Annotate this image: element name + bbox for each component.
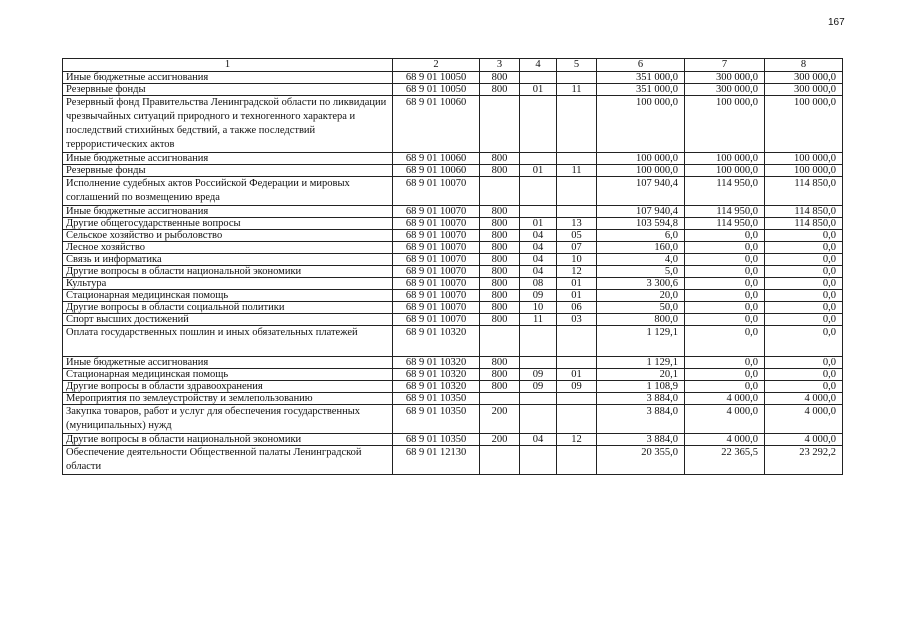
- row-code-cell: 68 9 01 10320: [393, 381, 480, 393]
- row-code-cell: 68 9 01 10070: [393, 254, 480, 266]
- row-name-cell: Другие вопросы в области социальной политики: [63, 302, 393, 314]
- row-code-cell: 68 9 01 10050: [393, 84, 480, 96]
- row-subsection-cell: 03: [557, 314, 597, 326]
- row-value-col7-cell: 0,0: [685, 357, 765, 369]
- row-name-cell: Спорт высших достижений: [63, 314, 393, 326]
- row-name-cell: Стационарная медицинская помощь: [63, 290, 393, 302]
- row-type-cell: [480, 177, 520, 206]
- row-value-col8-cell: 0,0: [765, 381, 843, 393]
- row-value-col7-cell: 4 000,0: [685, 393, 765, 405]
- row-value-col6-cell: 100 000,0: [597, 96, 685, 153]
- row-value-col7-cell: 0,0: [685, 314, 765, 326]
- row-value-col6-cell: 3 884,0: [597, 405, 685, 434]
- row-section-cell: 09: [520, 290, 557, 302]
- row-value-col6-cell: 5,0: [597, 266, 685, 278]
- row-value-col8-cell: 300 000,0: [765, 72, 843, 84]
- row-subsection-cell: [557, 393, 597, 405]
- row-value-col6-cell: 1 129,1: [597, 357, 685, 369]
- row-code-cell: 68 9 01 10060: [393, 153, 480, 165]
- row-section-cell: [520, 405, 557, 434]
- table-row: [63, 230, 843, 242]
- row-value-col8-cell: 0,0: [765, 278, 843, 290]
- row-subsection-cell: 10: [557, 254, 597, 266]
- row-value-col6-cell: 160,0: [597, 242, 685, 254]
- row-subsection-cell: [557, 326, 597, 357]
- row-value-col8-cell: 100 000,0: [765, 153, 843, 165]
- row-name-cell: Иные бюджетные ассигнования: [63, 357, 393, 369]
- header-col-5: 5: [557, 59, 597, 72]
- budget-table: [62, 58, 843, 475]
- row-section-cell: [520, 446, 557, 475]
- table-row: [63, 314, 843, 326]
- row-value-col8-cell: 0,0: [765, 302, 843, 314]
- row-subsection-cell: 07: [557, 242, 597, 254]
- row-name-cell: Иные бюджетные ассигнования: [63, 153, 393, 165]
- page-number: 167: [828, 17, 845, 28]
- row-value-col7-cell: 0,0: [685, 278, 765, 290]
- row-type-cell: 200: [480, 405, 520, 434]
- row-subsection-cell: 01: [557, 369, 597, 381]
- row-value-col6-cell: 20,1: [597, 369, 685, 381]
- row-code-cell: 68 9 01 10320: [393, 369, 480, 381]
- table-row: [63, 381, 843, 393]
- row-value-col6-cell: 100 000,0: [597, 165, 685, 177]
- table-row: [63, 266, 843, 278]
- row-type-cell: 800: [480, 206, 520, 218]
- row-code-cell: 68 9 01 10070: [393, 242, 480, 254]
- table-row: [63, 96, 843, 153]
- row-subsection-cell: [557, 153, 597, 165]
- row-subsection-cell: 11: [557, 165, 597, 177]
- row-section-cell: 04: [520, 242, 557, 254]
- row-name-cell: Сельское хозяйство и рыболовство: [63, 230, 393, 242]
- row-code-cell: 68 9 01 10070: [393, 278, 480, 290]
- row-value-col7-cell: 0,0: [685, 302, 765, 314]
- row-value-col6-cell: 50,0: [597, 302, 685, 314]
- row-subsection-cell: 13: [557, 218, 597, 230]
- table-row: [63, 326, 843, 357]
- row-section-cell: 08: [520, 278, 557, 290]
- row-type-cell: [480, 96, 520, 153]
- row-section-cell: 04: [520, 434, 557, 446]
- row-value-col8-cell: 0,0: [765, 290, 843, 302]
- row-type-cell: 800: [480, 165, 520, 177]
- row-section-cell: 04: [520, 230, 557, 242]
- row-name-cell: Другие вопросы в области национальной экономики: [63, 434, 393, 446]
- row-subsection-cell: [557, 446, 597, 475]
- table-row: [63, 278, 843, 290]
- table-row: [63, 405, 843, 434]
- row-value-col8-cell: 23 292,2: [765, 446, 843, 475]
- row-value-col7-cell: 0,0: [685, 266, 765, 278]
- row-name-cell: Закупка товаров, работ и услуг для обеспечения государственных (муниципальных) нужд: [63, 405, 393, 434]
- row-value-col8-cell: 0,0: [765, 326, 843, 357]
- row-section-cell: 01: [520, 218, 557, 230]
- header-col-4: 4: [520, 59, 557, 72]
- row-subsection-cell: [557, 96, 597, 153]
- row-type-cell: [480, 326, 520, 357]
- row-value-col6-cell: 20,0: [597, 290, 685, 302]
- row-value-col6-cell: 4,0: [597, 254, 685, 266]
- row-subsection-cell: [557, 405, 597, 434]
- table-row: [63, 446, 843, 475]
- row-subsection-cell: [557, 206, 597, 218]
- table-row: [63, 218, 843, 230]
- row-type-cell: 800: [480, 266, 520, 278]
- row-name-cell: Стационарная медицинская помощь: [63, 369, 393, 381]
- row-code-cell: 68 9 01 10320: [393, 357, 480, 369]
- row-type-cell: 800: [480, 381, 520, 393]
- row-section-cell: 09: [520, 369, 557, 381]
- row-value-col8-cell: 4 000,0: [765, 434, 843, 446]
- row-subsection-cell: 11: [557, 84, 597, 96]
- row-value-col7-cell: 100 000,0: [685, 153, 765, 165]
- table-row: [63, 242, 843, 254]
- row-value-col8-cell: 4 000,0: [765, 405, 843, 434]
- row-section-cell: [520, 96, 557, 153]
- row-value-col7-cell: 0,0: [685, 326, 765, 357]
- header-col-8: 8: [765, 59, 843, 72]
- row-section-cell: 04: [520, 254, 557, 266]
- header-col-3: 3: [480, 59, 520, 72]
- row-value-col6-cell: 1 108,9: [597, 381, 685, 393]
- row-section-cell: [520, 72, 557, 84]
- row-value-col6-cell: 20 355,0: [597, 446, 685, 475]
- row-code-cell: 68 9 01 10070: [393, 266, 480, 278]
- row-subsection-cell: [557, 357, 597, 369]
- row-value-col8-cell: 0,0: [765, 242, 843, 254]
- row-type-cell: 800: [480, 314, 520, 326]
- row-name-cell: Оплата государственных пошлин и иных обязательных платежей: [63, 326, 393, 357]
- row-section-cell: [520, 177, 557, 206]
- row-value-col6-cell: 6,0: [597, 230, 685, 242]
- row-value-col7-cell: 114 950,0: [685, 218, 765, 230]
- row-name-cell: Резервный фонд Правительства Ленинградской области по ликвидации чрезвычайных ситуаций природного и техногенного характера и последствий стихийных бедствий, а также последствий террористических актов: [63, 96, 393, 153]
- row-value-col8-cell: 0,0: [765, 357, 843, 369]
- row-value-col7-cell: 100 000,0: [685, 165, 765, 177]
- header-col-2: 2: [393, 59, 480, 72]
- row-name-cell: Иные бюджетные ассигнования: [63, 206, 393, 218]
- row-name-cell: Исполнение судебных актов Российской Федерации и мировых соглашений по возмещению вреда: [63, 177, 393, 206]
- row-section-cell: 01: [520, 84, 557, 96]
- table-row: [63, 177, 843, 206]
- row-subsection-cell: 01: [557, 278, 597, 290]
- row-value-col6-cell: 3 884,0: [597, 393, 685, 405]
- row-code-cell: 68 9 01 10350: [393, 405, 480, 434]
- row-type-cell: [480, 446, 520, 475]
- row-code-cell: 68 9 01 10070: [393, 206, 480, 218]
- row-value-col7-cell: 300 000,0: [685, 84, 765, 96]
- row-subsection-cell: 06: [557, 302, 597, 314]
- header-col-1: 1: [63, 59, 393, 72]
- row-type-cell: 800: [480, 302, 520, 314]
- row-type-cell: 800: [480, 72, 520, 84]
- row-value-col6-cell: 107 940,4: [597, 177, 685, 206]
- table-row: [63, 254, 843, 266]
- row-section-cell: 11: [520, 314, 557, 326]
- table-row: [63, 434, 843, 446]
- row-section-cell: [520, 393, 557, 405]
- table-row: [63, 165, 843, 177]
- row-value-col7-cell: 114 950,0: [685, 206, 765, 218]
- table-row: [63, 153, 843, 165]
- row-subsection-cell: 09: [557, 381, 597, 393]
- row-code-cell: 68 9 01 10350: [393, 393, 480, 405]
- row-subsection-cell: [557, 72, 597, 84]
- row-value-col6-cell: 100 000,0: [597, 153, 685, 165]
- row-code-cell: 68 9 01 10070: [393, 302, 480, 314]
- row-value-col8-cell: 114 850,0: [765, 177, 843, 206]
- row-value-col6-cell: 3 884,0: [597, 434, 685, 446]
- row-type-cell: 800: [480, 357, 520, 369]
- row-code-cell: 68 9 01 10070: [393, 177, 480, 206]
- row-value-col8-cell: 100 000,0: [765, 165, 843, 177]
- row-code-cell: 68 9 01 10070: [393, 314, 480, 326]
- row-section-cell: 10: [520, 302, 557, 314]
- row-value-col7-cell: 300 000,0: [685, 72, 765, 84]
- row-value-col7-cell: 100 000,0: [685, 96, 765, 153]
- row-name-cell: Резервные фонды: [63, 165, 393, 177]
- row-section-cell: 09: [520, 381, 557, 393]
- row-type-cell: 800: [480, 278, 520, 290]
- row-type-cell: [480, 393, 520, 405]
- row-code-cell: 68 9 01 10320: [393, 326, 480, 357]
- row-type-cell: 800: [480, 254, 520, 266]
- row-subsection-cell: 01: [557, 290, 597, 302]
- table-row: [63, 393, 843, 405]
- row-name-cell: Обеспечение деятельности Общественной палаты Ленинградской области: [63, 446, 393, 475]
- row-name-cell: Связь и информатика: [63, 254, 393, 266]
- row-value-col8-cell: 0,0: [765, 314, 843, 326]
- row-value-col8-cell: 114 850,0: [765, 218, 843, 230]
- row-type-cell: 800: [480, 290, 520, 302]
- row-name-cell: Мероприятия по землеустройству и землепользованию: [63, 393, 393, 405]
- row-subsection-cell: 12: [557, 266, 597, 278]
- row-name-cell: Иные бюджетные ассигнования: [63, 72, 393, 84]
- row-name-cell: Другие вопросы в области национальной экономики: [63, 266, 393, 278]
- row-value-col8-cell: 0,0: [765, 254, 843, 266]
- row-value-col7-cell: 22 365,5: [685, 446, 765, 475]
- row-subsection-cell: [557, 177, 597, 206]
- row-value-col6-cell: 3 300,6: [597, 278, 685, 290]
- row-value-col8-cell: 100 000,0: [765, 96, 843, 153]
- row-type-cell: 800: [480, 242, 520, 254]
- row-code-cell: 68 9 01 10060: [393, 96, 480, 153]
- row-type-cell: 200: [480, 434, 520, 446]
- row-code-cell: 68 9 01 12130: [393, 446, 480, 475]
- row-section-cell: 04: [520, 266, 557, 278]
- row-subsection-cell: 05: [557, 230, 597, 242]
- row-value-col7-cell: 0,0: [685, 381, 765, 393]
- row-section-cell: [520, 357, 557, 369]
- row-subsection-cell: 12: [557, 434, 597, 446]
- row-code-cell: 68 9 01 10070: [393, 230, 480, 242]
- row-code-cell: 68 9 01 10350: [393, 434, 480, 446]
- row-value-col8-cell: 4 000,0: [765, 393, 843, 405]
- row-code-cell: 68 9 01 10070: [393, 290, 480, 302]
- table-row: [63, 357, 843, 369]
- row-type-cell: 800: [480, 84, 520, 96]
- row-value-col8-cell: 0,0: [765, 230, 843, 242]
- row-value-col6-cell: 800,0: [597, 314, 685, 326]
- row-value-col8-cell: 0,0: [765, 266, 843, 278]
- row-value-col7-cell: 0,0: [685, 290, 765, 302]
- row-type-cell: 800: [480, 369, 520, 381]
- row-value-col6-cell: 351 000,0: [597, 84, 685, 96]
- row-value-col7-cell: 0,0: [685, 230, 765, 242]
- header-col-7: 7: [685, 59, 765, 72]
- row-name-cell: Другие вопросы в области здравоохранения: [63, 381, 393, 393]
- row-value-col7-cell: 0,0: [685, 369, 765, 381]
- row-code-cell: 68 9 01 10060: [393, 165, 480, 177]
- table-row: [63, 302, 843, 314]
- row-value-col7-cell: 4 000,0: [685, 434, 765, 446]
- table-row: [63, 290, 843, 302]
- table-header-row: [63, 59, 843, 72]
- row-section-cell: [520, 153, 557, 165]
- row-type-cell: 800: [480, 218, 520, 230]
- row-type-cell: 800: [480, 153, 520, 165]
- row-name-cell: Резервные фонды: [63, 84, 393, 96]
- row-value-col8-cell: 114 850,0: [765, 206, 843, 218]
- header-col-6: 6: [597, 59, 685, 72]
- row-value-col6-cell: 351 000,0: [597, 72, 685, 84]
- row-value-col8-cell: 0,0: [765, 369, 843, 381]
- row-value-col7-cell: 0,0: [685, 254, 765, 266]
- row-value-col7-cell: 114 950,0: [685, 177, 765, 206]
- row-name-cell: Культура: [63, 278, 393, 290]
- table-row: [63, 369, 843, 381]
- row-section-cell: [520, 326, 557, 357]
- row-value-col6-cell: 103 594,8: [597, 218, 685, 230]
- table-row: [63, 206, 843, 218]
- row-code-cell: 68 9 01 10070: [393, 218, 480, 230]
- row-value-col7-cell: 0,0: [685, 242, 765, 254]
- row-name-cell: Лесное хозяйство: [63, 242, 393, 254]
- row-value-col7-cell: 4 000,0: [685, 405, 765, 434]
- row-value-col6-cell: 107 940,4: [597, 206, 685, 218]
- row-value-col8-cell: 300 000,0: [765, 84, 843, 96]
- row-value-col6-cell: 1 129,1: [597, 326, 685, 357]
- row-code-cell: 68 9 01 10050: [393, 72, 480, 84]
- table-row: [63, 72, 843, 84]
- row-section-cell: 01: [520, 165, 557, 177]
- row-section-cell: [520, 206, 557, 218]
- row-name-cell: Другие общегосударственные вопросы: [63, 218, 393, 230]
- table-row: [63, 84, 843, 96]
- row-type-cell: 800: [480, 230, 520, 242]
